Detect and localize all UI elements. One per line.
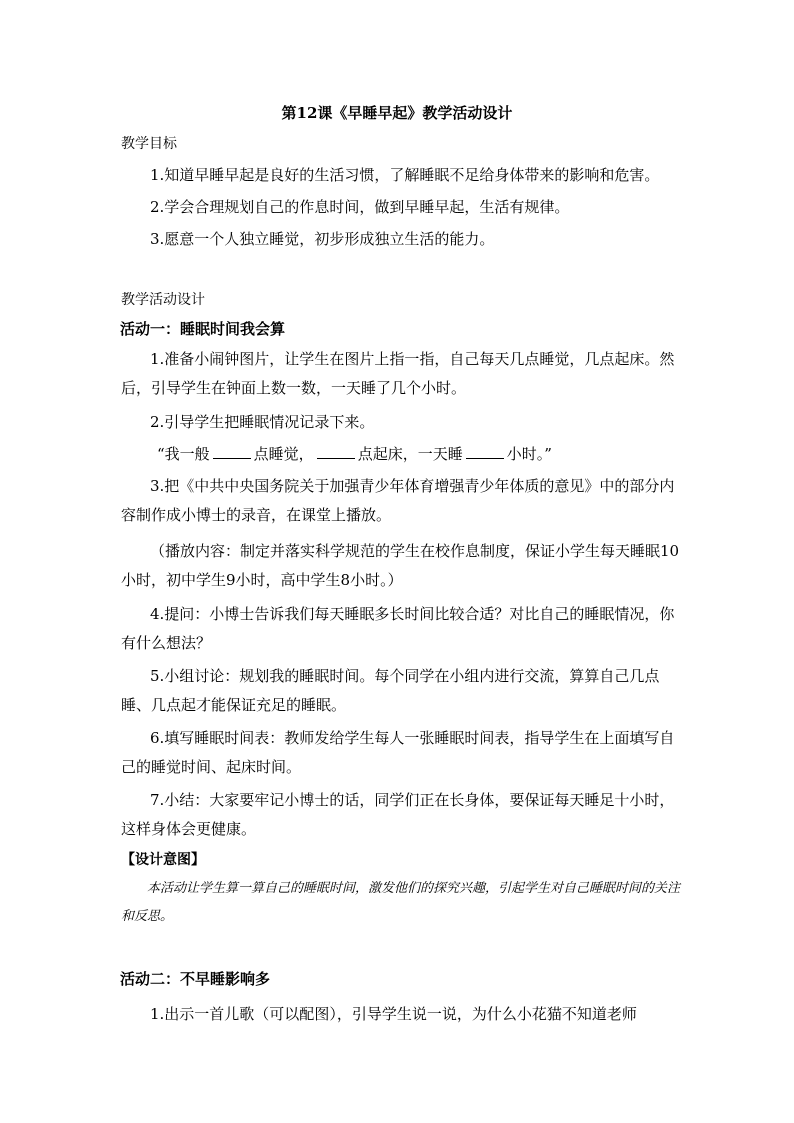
objective-item-2: 2.学会合理规划自己的作息时间，做到早睡早起，生活有规律。 (150, 198, 570, 216)
objective-item-3: 3.愿意一个人独立睡觉，初步形成独立生活的能力。 (150, 230, 495, 248)
activity-1-paragraph-1: 1.准备小闹钟图片，让学生在图片上指一指，自己每天几点睡觉，几点起床。然后，引导学生在钟面上数一数，一天睡了几个小时。 (121, 350, 675, 397)
quote-part-2: 点睡觉， (253, 445, 314, 463)
blank-wake-hour (317, 444, 355, 459)
design-heading: 教学活动设计 (121, 292, 205, 308)
objectives-heading: 教学目标 (121, 136, 177, 152)
design-intent-text: 本活动让学生算一算自己的睡眠时间，激发他们的探究兴趣，引起学生对自己睡眠时间的关注和反思。 (121, 881, 681, 924)
quote-part-3: 点起床，一天睡 (357, 445, 463, 463)
activity-2-heading: 活动二：不早睡影响多 (120, 970, 271, 988)
activity-1-paragraph-5: 5.小组讨论：规划我的睡眠时间。每个同学在小组内进行交流，算算自己几点睡、几点起才能保证充足的睡眠。 (121, 667, 660, 714)
quote-part-1: “我一般 (157, 445, 210, 463)
activity-1-paragraph-3: 3.把《中共中央国务院关于加强青少年体育增强青少年体质的意见》中的部分内容制作成小博士的录音，在课堂上播放。 (121, 477, 675, 524)
activity-1-paragraph-2: 2.引导学生把睡眠情况记录下来。 (150, 413, 375, 431)
objective-item-1: 1.知道早睡早起是良好的生活习惯，了解睡眠不足给身体带来的影响和危害。 (150, 166, 660, 184)
activity-1-paragraph-7: 7.小结：大家要牢记小博士的话，同学们正在长身体，要保证每天睡足十小时，这样身体会更健康。 (121, 791, 675, 838)
quote-part-4: 小时。” (506, 445, 552, 463)
blank-sleep-hour (213, 444, 251, 459)
activity-1-heading: 活动一：睡眠时间我会算 (120, 320, 286, 338)
activity-1-paragraph-6: 6.填写睡眠时间表：教师发给学生每人一张睡眠时间表，指导学生在上面填写自己的睡觉时间、起床时间。 (121, 729, 675, 776)
document-title: 第12课《早睡早起》教学活动设计 (281, 104, 513, 122)
design-intent-label: 【设计意图】 (121, 852, 205, 868)
activity-1-broadcast-content: （播放内容：制定并落实科学规范的学生在校作息制度，保证小学生每天睡眠10小时，初中学生9小时，高中学生8小时。） (121, 542, 680, 589)
activity-1-paragraph-4: 4.提问：小博士告诉我们每天睡眠多长时间比较合适？对比自己的睡眠情况，你有什么想法？ (121, 605, 675, 652)
blank-sleep-duration (466, 444, 504, 459)
activity-2-paragraph-1: 1.出示一首儿歌（可以配图），引导学生说一说，为什么小花猫不知道老师 (150, 1005, 637, 1023)
sleep-record-sentence (157, 444, 552, 464)
